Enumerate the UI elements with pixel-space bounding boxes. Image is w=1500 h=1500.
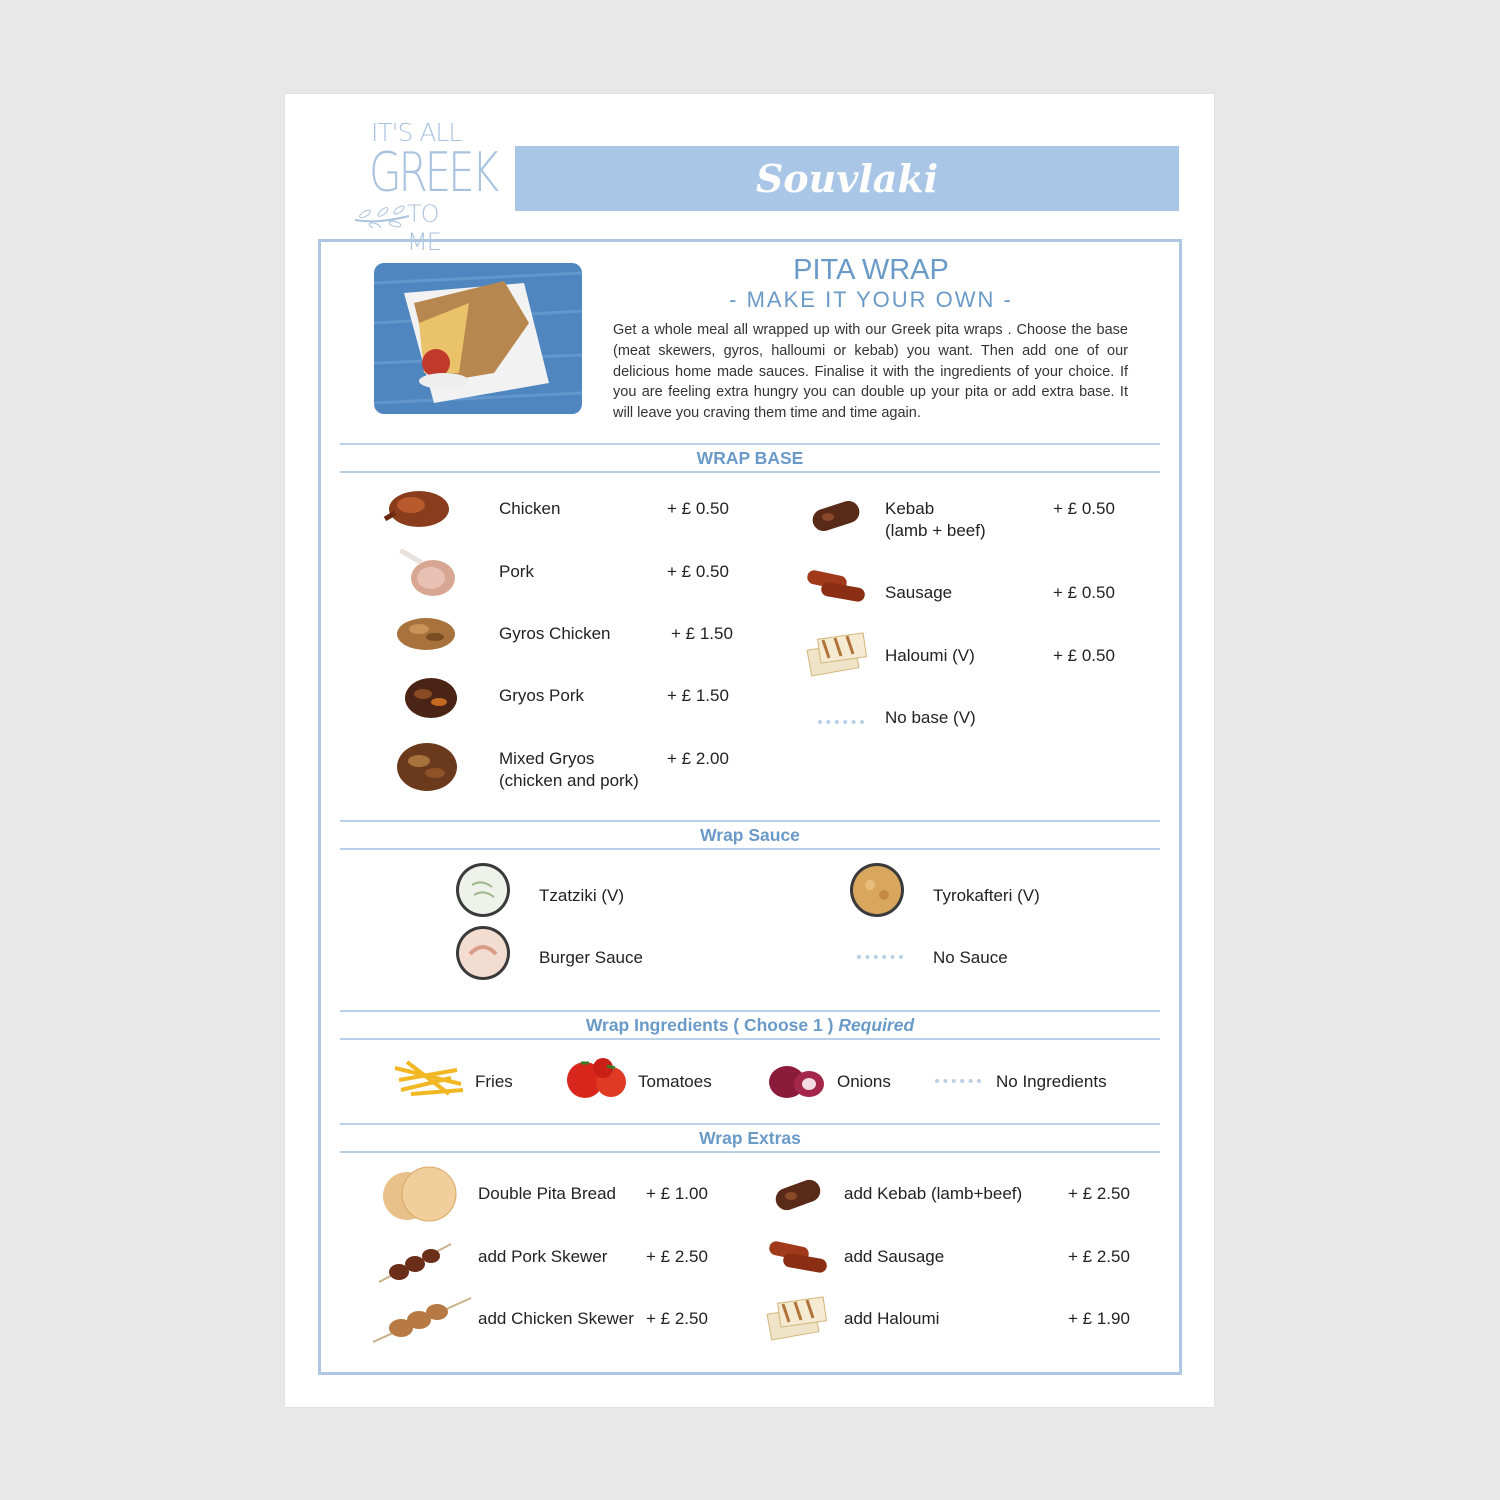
ingredients-header-label: Wrap Ingredients ( Choose 1 ) xyxy=(585,1015,834,1035)
ingredient-item-none[interactable]: No Ingredients xyxy=(996,1072,1107,1091)
logo-line-1: IT'S ALL xyxy=(371,118,462,147)
base-item-kebab[interactable] xyxy=(885,498,986,542)
wrap-base-header: WRAP BASE xyxy=(340,443,1160,473)
logo-line-3: TO ME xyxy=(407,200,441,256)
extra-price-double-pita: + £ 1.00 xyxy=(646,1184,708,1203)
menu-frame xyxy=(318,239,1182,1375)
base-item-mixed-gyros[interactable] xyxy=(499,748,639,792)
kebab-name: Kebab xyxy=(885,499,935,518)
base-price-gryos-pork: + £ 1.50 xyxy=(667,686,729,705)
extra-item-sausage[interactable]: add Sausage xyxy=(844,1247,945,1266)
extra-price-sausage: + £ 2.50 xyxy=(1068,1247,1130,1266)
description: Get a whole meal all wrapped up with our Greek pita wraps . Choose the base (meat skewers, gyros, halloumi or kebab) you want. Then add one of our delicious home made sauces. Finalise it with the ingredients of your choice. If you are feeling extra hungry you can double up your pita or add extra base. It will leave you craving them time and time again. xyxy=(613,322,1128,422)
base-item-pork[interactable]: Pork xyxy=(499,562,534,581)
base-price-haloumi: + £ 0.50 xyxy=(1053,646,1115,665)
base-price-mixed-gyros: + £ 2.00 xyxy=(667,749,729,768)
no-sauce-dots-icon xyxy=(857,955,903,965)
extra-item-chicken-skewer[interactable]: add Chicken Skewer xyxy=(478,1309,634,1328)
mixed-gyros-name: Mixed Gryos xyxy=(499,749,595,768)
base-item-chicken[interactable]: Chicken xyxy=(499,499,561,518)
base-item-gyros-chicken[interactable]: Gyros Chicken xyxy=(499,624,611,643)
extra-price-haloumi: + £ 1.90 xyxy=(1068,1309,1130,1328)
ingredient-item-onions[interactable]: Onions xyxy=(837,1072,891,1091)
extra-sausage-icon xyxy=(765,1238,831,1278)
kebab-icon xyxy=(806,495,868,539)
logo-line-2: GREEK xyxy=(369,141,497,204)
mixed-gyros-icon xyxy=(395,737,459,797)
tzatziki-icon xyxy=(454,861,512,919)
brand-logo xyxy=(353,118,497,256)
chicken-skewer-icon xyxy=(371,1294,473,1346)
roast-chicken-icon xyxy=(381,483,455,535)
no-base-dots-icon xyxy=(818,720,864,730)
pork-skewer-icon xyxy=(377,1238,453,1286)
olive-branch-icon xyxy=(353,198,413,228)
haloumi-icon xyxy=(805,630,869,682)
extra-item-pork-skewer[interactable]: add Pork Skewer xyxy=(478,1247,608,1266)
extra-kebab-icon xyxy=(769,1172,829,1218)
sausage-icon xyxy=(803,567,869,607)
pita-bread-icon xyxy=(381,1164,461,1226)
section-subtitle: - MAKE IT YOUR OWN - xyxy=(729,287,1013,312)
gyros-pork-icon xyxy=(403,672,459,722)
extra-price-chicken-skewer: + £ 2.50 xyxy=(646,1309,708,1328)
extra-item-haloumi[interactable]: add Haloumi xyxy=(844,1309,940,1328)
extra-haloumi-icon xyxy=(765,1294,829,1346)
title-banner xyxy=(515,146,1179,211)
ingredient-item-tomatoes[interactable]: Tomatoes xyxy=(638,1072,712,1091)
sauce-item-tzatziki[interactable]: Tzatziki (V) xyxy=(539,886,624,905)
banner-title: Souvlaki xyxy=(755,156,939,201)
extra-item-double-pita[interactable]: Double Pita Bread xyxy=(478,1184,616,1203)
kebab-detail: (lamb + beef) xyxy=(885,521,986,540)
gyros-chicken-icon xyxy=(395,611,457,657)
base-price-pork: + £ 0.50 xyxy=(667,562,729,581)
wrap-extras-header: Wrap Extras xyxy=(340,1123,1160,1153)
base-price-chicken: + £ 0.50 xyxy=(667,499,729,518)
no-ingredients-dots-icon xyxy=(935,1079,981,1089)
base-item-sausage[interactable]: Sausage xyxy=(885,583,953,602)
fries-icon xyxy=(391,1054,465,1100)
base-price-kebab: + £ 0.50 xyxy=(1053,499,1115,518)
extra-price-pork-skewer: + £ 2.50 xyxy=(646,1247,708,1266)
ingredient-item-fries[interactable]: Fries xyxy=(475,1072,513,1091)
wrap-sauce-header: Wrap Sauce xyxy=(340,820,1160,850)
pork-chop-icon xyxy=(397,544,457,600)
base-item-haloumi[interactable]: Haloumi (V) xyxy=(885,646,975,665)
section-title: PITA WRAP xyxy=(793,254,949,286)
sauce-item-none[interactable]: No Sauce xyxy=(933,948,1008,967)
extra-item-kebab[interactable]: add Kebab (lamb+beef) xyxy=(844,1184,1023,1203)
base-price-sausage: + £ 0.50 xyxy=(1053,583,1115,602)
sauce-item-burger[interactable]: Burger Sauce xyxy=(539,948,643,967)
tomatoes-icon xyxy=(563,1050,633,1102)
base-item-no-base[interactable]: No base (V) xyxy=(885,708,976,727)
menu-page xyxy=(285,94,1214,1407)
base-item-gryos-pork[interactable]: Gryos Pork xyxy=(499,686,585,705)
burger-sauce-icon xyxy=(454,924,512,982)
tyrokafteri-icon xyxy=(848,861,906,919)
extra-price-kebab: + £ 2.50 xyxy=(1068,1184,1130,1203)
required-label: Required xyxy=(838,1015,915,1035)
onions-icon xyxy=(765,1054,829,1102)
sauce-item-tyrokafteri[interactable]: Tyrokafteri (V) xyxy=(933,886,1040,905)
pita-wrap-photo xyxy=(374,263,582,414)
base-price-gyros-chicken: + £ 1.50 xyxy=(671,624,733,643)
mixed-gyros-detail: (chicken and pork) xyxy=(499,771,639,790)
wrap-ingredients-header xyxy=(340,1010,1160,1040)
